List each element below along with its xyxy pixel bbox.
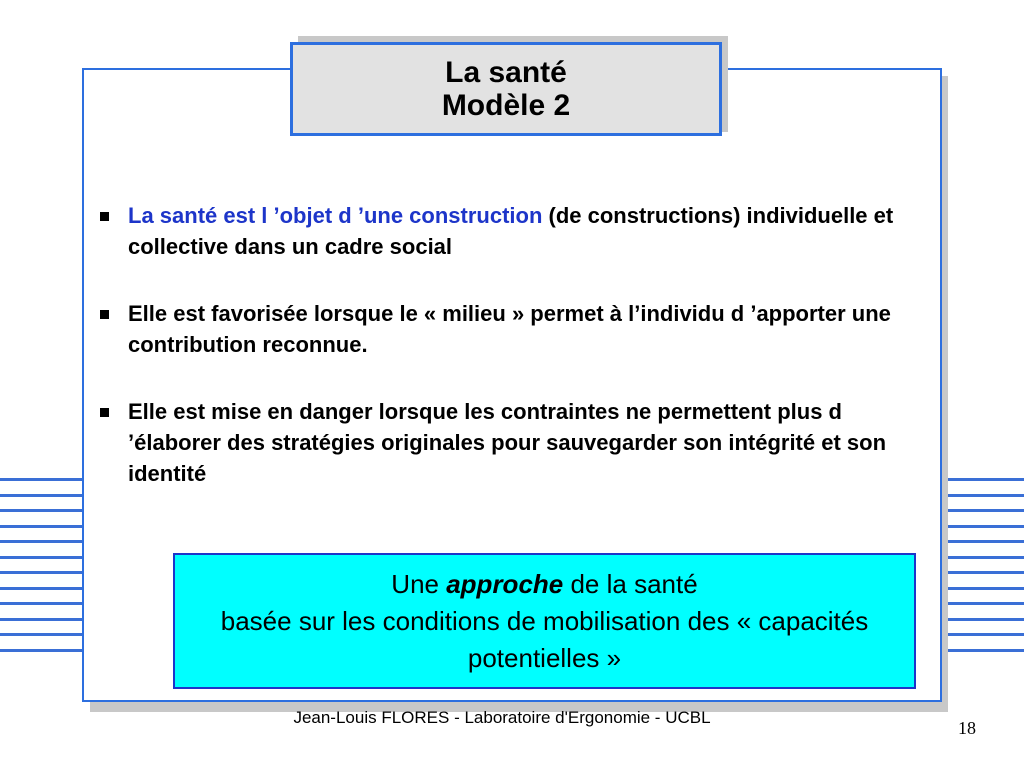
stripe-line xyxy=(0,571,90,574)
stripe-line xyxy=(936,649,1024,652)
note-prefix: Une xyxy=(391,568,447,599)
bullet-square-icon xyxy=(100,310,109,319)
right-decorative-stripes xyxy=(936,478,1024,664)
footer-credit: Jean-Louis FLORES - Laboratoire d'Ergonomie - UCBL xyxy=(293,708,711,727)
stripe-line xyxy=(0,618,90,621)
note-emphasis: approche xyxy=(446,568,564,599)
stripe-line xyxy=(936,478,1024,481)
stripe-line xyxy=(936,494,1024,497)
stripe-line xyxy=(936,509,1024,512)
stripe-line xyxy=(0,587,90,590)
stripe-line xyxy=(0,509,90,512)
bullet-2-text: Elle est favorisée lorsque le « milieu » permet à l’individu d ’apporter une contribution reconnue. xyxy=(128,301,891,357)
stripe-line xyxy=(936,602,1024,605)
bullet-1-highlight: La santé est l ’objet d ’une construction xyxy=(128,203,543,228)
bullet-3-text: Elle est mise en danger lorsque les contraintes ne permettent plus d ’élaborer des stratégies originales pour sauvegarder son intégrité et son identité xyxy=(128,399,887,486)
bullet-item-1 xyxy=(96,200,926,262)
left-decorative-stripes xyxy=(0,478,90,664)
bullet-list xyxy=(96,200,926,525)
stripe-line xyxy=(936,587,1024,590)
bullet-1-text: (de constructions) individuelle et collective dans un cadre social xyxy=(128,203,894,259)
bullet-square-icon xyxy=(100,408,109,417)
stripe-line xyxy=(0,649,90,652)
stripe-line xyxy=(936,540,1024,543)
title-line-2: Modèle 2 xyxy=(441,89,571,122)
stripe-line xyxy=(0,556,90,559)
stripe-line xyxy=(936,556,1024,559)
bullet-item-2 xyxy=(96,298,926,360)
stripe-line xyxy=(0,602,90,605)
stripe-line xyxy=(936,633,1024,636)
stripe-line xyxy=(0,494,90,497)
note-line-1 xyxy=(175,566,914,603)
page-number: 18 xyxy=(958,718,976,738)
stripe-line xyxy=(936,571,1024,574)
stripe-line xyxy=(0,478,90,481)
note-line-2: basée sur les conditions de mobilisation des « capacités potentielles » xyxy=(220,605,869,673)
stripe-line xyxy=(0,525,90,528)
title-line-1: La santé xyxy=(445,56,567,89)
stripe-line xyxy=(936,525,1024,528)
note-suffix: de la santé xyxy=(563,568,698,599)
bullet-square-icon xyxy=(100,212,109,221)
slide-title xyxy=(290,42,722,136)
bullet-item-3 xyxy=(96,396,926,489)
stripe-line xyxy=(0,633,90,636)
stripe-line xyxy=(0,540,90,543)
approach-note-box xyxy=(173,553,916,689)
stripe-line xyxy=(936,618,1024,621)
